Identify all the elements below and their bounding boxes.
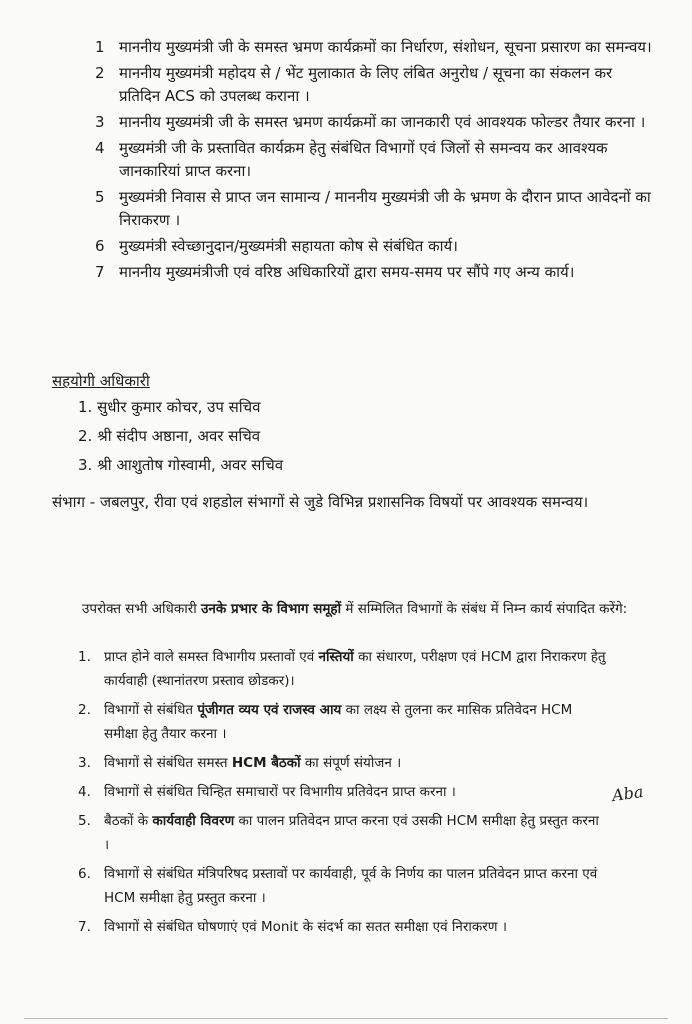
item-number: 2. (78, 702, 91, 718)
item-number: 2 (95, 64, 105, 82)
item-number: 1 (95, 38, 105, 56)
item-number: 1. (78, 649, 91, 665)
item-text: प्राप्त होने वाले समस्त विभागीय प्रस्तावों एवं नस्तियों का संधारण, परीक्षण एवं HCM द्वारा निराकरण हेतु कार्यवाही (स्थानांतरण प्रस्ताव छोडकर)। (104, 649, 606, 689)
item-number: 4 (95, 139, 105, 157)
item-number: 7 (95, 263, 105, 281)
para-text: उपरोक्त सभी अधिकारी (82, 601, 201, 617)
list-item (95, 111, 655, 134)
officers-heading: सहयोगी अधिकारी (52, 372, 150, 390)
item-text: मुख्यमंत्री स्वेच्छानुदान/मुख्यमंत्री सहायता कोष से संबंधित कार्य। (119, 237, 458, 255)
item-text: मुख्यमंत्री जी के प्रस्तावित कार्यक्रम हेतु संबंधित विभागों एवं जिलों से समन्वय कर आवश्यक जानकारियां प्राप्त करना। (119, 139, 608, 180)
page-divider (24, 1018, 668, 1019)
para-bold: उनके प्रभार के विभाग समूहों (201, 601, 342, 617)
item-text: विभागों से संबंधित पूंजीगत व्यय एवं राजस्व आय का लक्ष्य से तुलना कर मासिक प्रतिवेदन HCM समीक्षा हेतु तैयार करना । (104, 702, 573, 742)
item-text: विभागों से संबंधित घोषणाएं एवं Monit के संदर्भ का सतत समीक्षा एवं निराकरण । (104, 919, 507, 935)
list-item (95, 235, 655, 258)
officer-entry: 3. श्री आशुतोष गोस्वामी, अवर सचिव (78, 456, 284, 474)
item-number: 3. (78, 755, 91, 771)
item-number: 5. (78, 813, 91, 829)
para-text: में सम्मिलित विभागों के संबंध में निम्न कार्य संपादित करेंगे: (341, 601, 628, 617)
division-text: संभाग - जबलपुर, रीवा एवं शहडोल संभागों से जुडे विभिन्न प्रशासनिक विषयों पर आवश्यक समन्वय। (52, 493, 589, 511)
officer-entry: 2. श्री संदीप अष्ठाना, अवर सचिव (78, 427, 261, 445)
list-item (78, 862, 608, 910)
item-number: 5 (95, 188, 105, 206)
item-text: विभागों से संबंधित चिन्हित समाचारों पर विभागीय प्रतिवेदन प्राप्त करना । (104, 784, 456, 800)
item-text: बैठकों के कार्यवाही विवरण का पालन प्रतिवेदन प्राप्त करना एवं उसकी HCM समीक्षा हेतु प्रस्तुत करना । (104, 813, 599, 853)
list-item (95, 261, 655, 284)
item-text: माननीय मुख्यमंत्री जी के समस्त भ्रमण कार्यक्रमों का जानकारी एवं आवश्यक फोल्डर तैयार करना । (119, 113, 646, 131)
list-item (95, 186, 655, 232)
item-text: माननीय मुख्यमंत्री जी के समस्त भ्रमण कार्यक्रमों का निर्धारण, संशोधन, सूचना प्रसारण का समन्वय। (119, 38, 652, 56)
list-item (95, 36, 655, 59)
item-text: माननीय मुख्यमंत्रीजी एवं वरिष्ठ अधिकारियों द्वारा समय-समय पर सौंपे गए अन्य कार्य। (119, 263, 575, 281)
list-item (78, 698, 608, 746)
item-number: 6. (78, 866, 91, 882)
officer-entry: 1. सुधीर कुमार कोचर, उप सचिव (78, 398, 261, 416)
item-text: मुख्यमंत्री निवास से प्राप्त जन सामान्य / माननीय मुख्यमंत्री जी के भ्रमण के दौरान प्राप्त आवेदनों का निराकरण । (119, 188, 651, 229)
tasks-list (78, 645, 608, 944)
list-item (95, 137, 655, 183)
list-item (78, 645, 608, 693)
list-item (78, 915, 608, 939)
item-text: माननीय मुख्यमंत्री महोदय से / भेंट मुलाकात के लिए लंबित अनुरोध / सूचना का संकलन कर प्रतिदिन ACS को उपलब्ध कराना । (119, 64, 613, 105)
handwritten-signature: Aba (610, 781, 645, 806)
item-number: 3 (95, 113, 105, 131)
list-item (78, 751, 608, 775)
responsibilities-list (95, 36, 655, 287)
list-item (78, 809, 608, 857)
item-number: 6 (95, 237, 105, 255)
list-item (95, 62, 655, 108)
item-text: विभागों से संबंधित समस्त HCM बैठकों का संपूर्ण संयोजन । (104, 755, 402, 771)
list-item (78, 780, 608, 804)
intro-paragraph (52, 598, 652, 620)
officers-list (78, 396, 478, 483)
item-text: विभागों से संबंधित मंत्रिपरिषद प्रस्तावों पर कार्यवाही, पूर्व के निर्णय का पालन प्रतिवेदन प्राप्त करना एवं HCM समीक्षा हेतु प्रस्तुत करना । (104, 866, 598, 906)
item-number: 4. (78, 784, 91, 800)
item-number: 7. (78, 919, 91, 935)
